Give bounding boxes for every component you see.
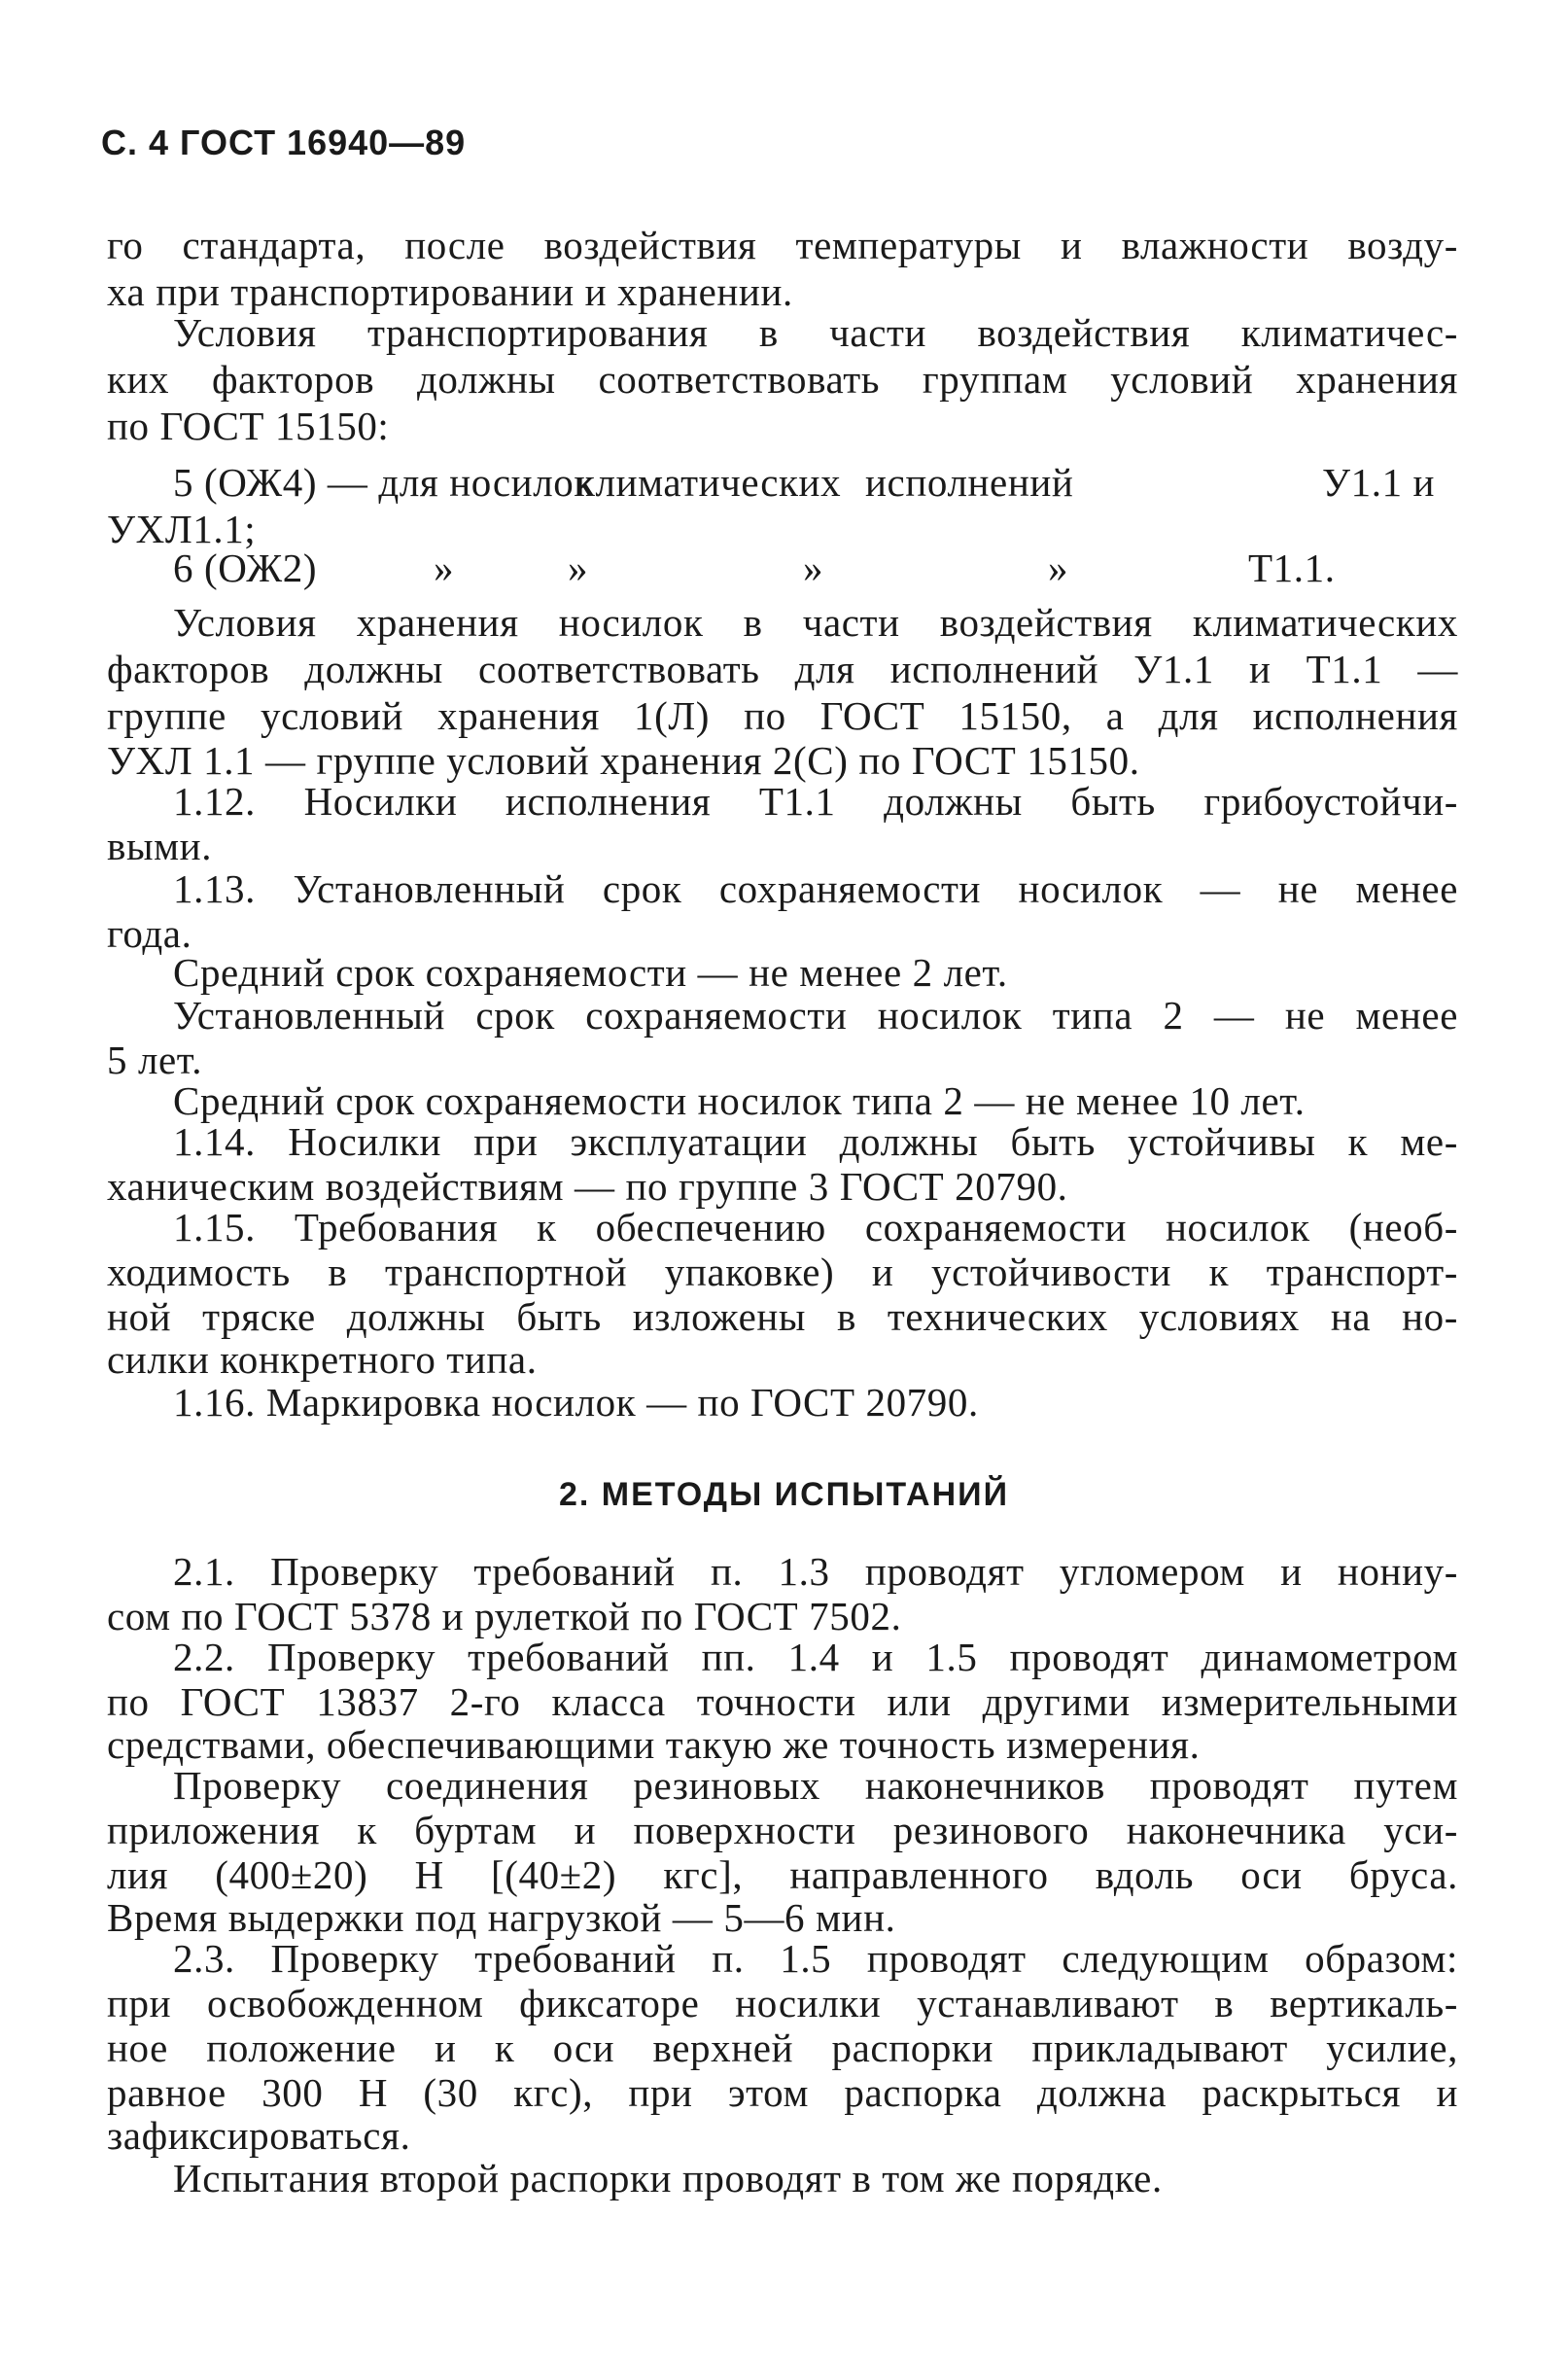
text-line: ха при транспортировании и хранении.	[107, 269, 793, 314]
text-line: группе условий хранения 1(Л) по ГОСТ 15150, а для исполнения	[107, 693, 1458, 738]
text-line: УХЛ1.1;	[107, 507, 257, 551]
ditto-mark: »	[803, 546, 824, 590]
text-line: 2.2. Проверку требований пп. 1.4 и 1.5 проводят динамометром	[173, 1635, 1458, 1679]
text-line: ких факторов должны соответствовать группам условий хранения	[107, 357, 1458, 402]
text-line: выми.	[107, 824, 213, 868]
condition-code: 6 (ОЖ2)	[173, 546, 318, 590]
text-line: УХЛ 1.1 — группе условий хранения 2(С) по ГОСТ 15150.	[107, 738, 1140, 783]
condition-text: климатических	[575, 460, 842, 505]
text-line: Проверку соединения резиновых наконечников проводят путем	[173, 1763, 1458, 1808]
text-line: 1.14. Носилки при эксплуатации должны быть устойчивы к ме-	[173, 1119, 1458, 1164]
text-line: 2.3. Проверку требований п. 1.5 проводят следующим образом:	[173, 1936, 1458, 1981]
text-line: ное положение и к оси верхней распорки прикладывают усилие,	[107, 2025, 1458, 2070]
text-line: факторов должны соответствовать для исполнений У1.1 и Т1.1 —	[107, 647, 1458, 691]
text-line: по ГОСТ 13837 2-го класса точности или другими измерительными	[107, 1679, 1458, 1724]
ditto-mark: »	[1048, 546, 1069, 590]
text-line: Условия хранения носилок в части воздействия климатических	[173, 600, 1458, 645]
text-line: 5 лет.	[107, 1038, 203, 1082]
text-line: ходимость в транспортной упаковке) и устойчивости к транспорт-	[107, 1250, 1458, 1294]
condition-text: Т1.1.	[1248, 546, 1336, 590]
text-line: 1.12. Носилки исполнения Т1.1 должны быть грибоустойчи-	[173, 779, 1458, 824]
ditto-mark: »	[568, 546, 589, 590]
text-line: лия (400±20) Н [(40±2) кгс], направленного вдоль оси бруса.	[107, 1852, 1458, 1897]
text-line: равное 300 Н (30 кгс), при этом распорка должна раскрыться и	[107, 2070, 1458, 2115]
text-line: средствами, обеспечивающими такую же точность измерения.	[107, 1722, 1201, 1767]
text-line: силки конкретного типа.	[107, 1337, 538, 1382]
text-line: Средний срок сохраняемости — не менее 2 лет.	[173, 950, 1008, 995]
section-title: 2. МЕТОДЫ ИСПЫТАНИЙ	[559, 1476, 1009, 1513]
text-line: приложения к буртам и поверхности резинового наконечника уси-	[107, 1808, 1458, 1852]
text-line: 2.1. Проверку требований п. 1.3 проводят угломером и нониу-	[173, 1549, 1458, 1594]
text-line: Испытания второй распорки проводят в том же порядке.	[173, 2156, 1163, 2201]
page-header: С. 4 ГОСТ 16940—89	[101, 123, 467, 162]
text-line: зафиксироваться.	[107, 2113, 411, 2158]
text-line: 1.13. Установленный срок сохраняемости носилок — не менее	[173, 866, 1458, 911]
text-line: Установленный срок сохраняемости носилок типа 2 — не менее	[173, 993, 1458, 1038]
text-line: го стандарта, после воздействия температуры и влажности возду-	[107, 223, 1458, 267]
ditto-mark: »	[434, 546, 455, 590]
text-line: 1.16. Маркировка носилок — по ГОСТ 20790.	[173, 1380, 979, 1425]
text-line: Средний срок сохраняемости носилок типа 2 — не менее 10 лет.	[173, 1078, 1306, 1123]
text-line: ханическим воздействиям — по группе 3 ГОСТ 20790.	[107, 1164, 1068, 1209]
condition-text: исполнений	[865, 460, 1074, 505]
text-line: сом по ГОСТ 5378 и рулеткой по ГОСТ 7502.	[107, 1594, 902, 1638]
text-line: года.	[107, 911, 192, 956]
text-line: 1.15. Требования к обеспечению сохраняемости носилок (необ-	[173, 1205, 1458, 1250]
text-line: ной тряске должны быть изложены в технических условиях на но-	[107, 1294, 1458, 1339]
text-line: Условия транспортирования в части воздействия климатичес-	[173, 310, 1458, 355]
text-line: Время выдержки под нагрузкой — 5—6 мин.	[107, 1895, 896, 1940]
condition-text: У1.1 и	[1322, 460, 1436, 505]
condition-code: 5 (ОЖ4) — для носилок	[173, 460, 594, 505]
text-line: по ГОСТ 15150:	[107, 404, 390, 448]
text-line: при освобожденном фиксаторе носилки устанавливают в вертикаль-	[107, 1981, 1458, 2025]
